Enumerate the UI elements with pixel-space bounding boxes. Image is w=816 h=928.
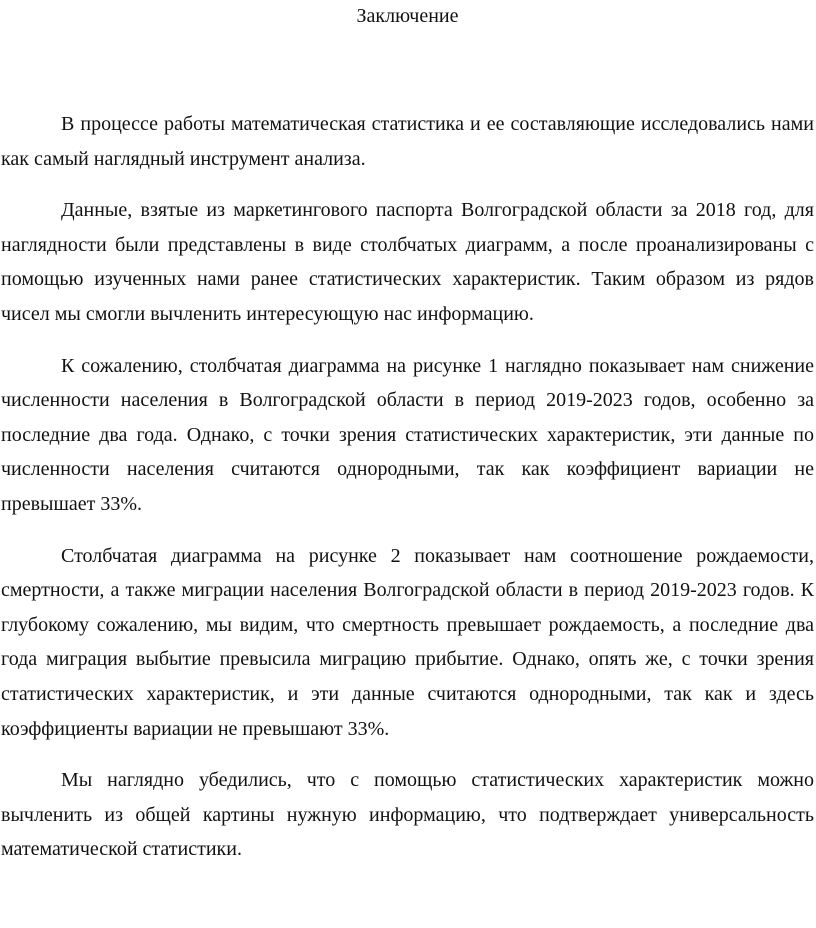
paragraph-population-decline: К сожалению, столбчатая диаграмма на рисунке 1 наглядно показывает нам снижение численности населения в Волгоградской области в период 2019-2023 годов, особенно за последние два года. Однако, с точки зрения статистических характеристик, эти данные по численности населения считаются однородными, так как коэффициент вариации не превышает 33%.	[1, 354, 814, 515]
page-title: Заключение	[356, 5, 459, 27]
document-body	[1, 107, 814, 867]
paragraph-marketing-data: Данные, взятые из маркетингового паспорта Волгоградской области за 2018 год, для наглядности были представлены в виде столбчатых диаграмм, а после проанализированы с помощью изученных нами ранее статистических характеристик. Таким образом из рядов чисел мы смогли вычленить интересующую нас информацию.	[1, 199, 814, 325]
paragraph-birth-death-migration: Столбчатая диаграмма на рисунке 2 показывает нам соотношение рождаемости, смертности, а также миграции населения Волгоградской области в период 2019-2023 годов. К глубокому сожалению, мы видим, что смертность превышает рождаемость, а последние два года миграция выбытие превысила миграцию прибытие. Однако, опять же, с точки зрения статистических характеристик, и эти данные считаются однородными, так как и здесь коэффициенты вариации не превышают 33%.	[1, 544, 814, 740]
paragraph-conclusion: Мы наглядно убедились, что с помощью статистических характеристик можно вычленить из общей картины нужную информацию, что подтверждает универсальность математической статистики.	[1, 769, 814, 861]
paragraph-process-of-work: В процессе работы математическая статистика и ее составляющие исследовались нами как самый наглядный инструмент анализа.	[1, 113, 814, 170]
